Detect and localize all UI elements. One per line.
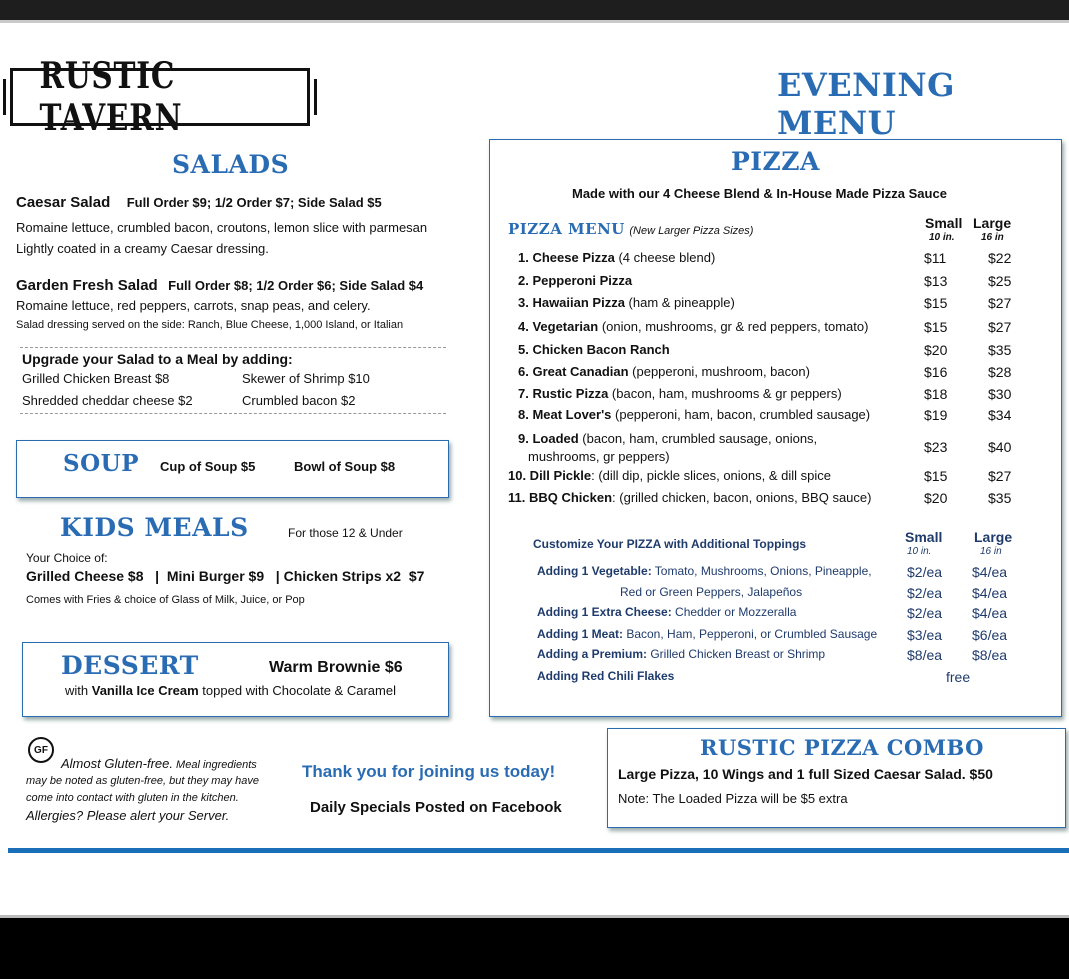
top-divider [0, 20, 1069, 23]
topping-row [537, 605, 796, 619]
caesar-desc1: Romaine lettuce, crumbled bacon, croutons, lemon slice with parmesan [16, 220, 428, 235]
pizza-item-desc: (4 cheese blend) [614, 250, 716, 265]
dessert-desc [65, 683, 396, 698]
kids-title: KIDS MEALS [60, 513, 249, 542]
caesar-name: Caesar Salad [16, 194, 111, 211]
topping-row [620, 585, 802, 599]
pizza-item-desc: (ham & pineapple) [624, 295, 735, 310]
gf-lead-line [61, 755, 257, 773]
dessert-with: with [65, 683, 92, 698]
topping-price-small: $2/ea [907, 564, 943, 580]
pizza-price-small: $19 [924, 407, 948, 423]
dessert-topping: topped with Chocolate & Caramel [198, 683, 396, 698]
garden-prices: Full Order $8; 1/2 Order $6; Side Salad $4 [168, 278, 424, 293]
pizza-large-size: 16 in [981, 232, 1004, 243]
pizza-item [518, 407, 870, 422]
pizza-price-small: $13 [924, 273, 948, 289]
customize-large-header: Large [974, 529, 1013, 545]
pizza-item-desc: (bacon, ham, mushrooms & gr peppers) [608, 386, 842, 401]
pizza-large-header: Large [973, 215, 1012, 231]
pizza-item-desc: : (grilled chicken, bacon, onions, BBQ sauce) [612, 490, 872, 505]
topping-row [537, 669, 674, 683]
pizza-item [518, 250, 715, 265]
pizza-item-name: 11. BBQ Chicken [508, 490, 613, 505]
combo-title: RUSTIC PIZZA COMBO [700, 735, 984, 760]
top-dark-bar [0, 0, 1069, 20]
salads-title: SALADS [172, 150, 290, 179]
topping-label: Adding Red Chili Flakes [537, 669, 675, 683]
pizza-price-small: $20 [924, 490, 948, 506]
thanks-line: Thank you for joining us today! [302, 762, 556, 781]
kids-items: Grilled Cheese $8 | Mini Burger $9 | Chicken Strips x2 $7 [26, 568, 425, 584]
kids-comes: Comes with Fries & choice of Glass of Milk, Juice, or Pop [26, 594, 305, 606]
topping-desc: Bacon, Ham, Pepperoni, or Crumbled Sausage [623, 627, 878, 641]
pizza-price-large: $34 [988, 407, 1012, 423]
pizza-item-name: 9. Loaded [518, 431, 579, 446]
facebook-line: Daily Specials Posted on Facebook [310, 799, 562, 816]
pizza-item-desc: (onion, mushrooms, gr & red peppers, tomato) [598, 319, 869, 334]
pizza-item [518, 364, 810, 379]
pizza-price-small: $15 [924, 295, 948, 311]
topping-label: Adding a Premium: [537, 647, 648, 661]
topping-desc: Chedder or Mozzeralla [671, 605, 797, 619]
pizza-title: PIZZA [731, 147, 820, 176]
topping-price-large: $4/ea [972, 605, 1008, 621]
pizza-subtitle: Made with our 4 Cheese Blend & In-House Made Pizza Sauce [572, 186, 947, 201]
garden-desc2: Salad dressing served on the side: Ranch, Blue Cheese, 1,000 Island, or Italian [16, 319, 404, 331]
dessert-icecream: Vanilla Ice Cream [91, 683, 199, 698]
kids-choice: Your Choice of: [26, 551, 108, 565]
topping-price-small: $2/ea [907, 585, 943, 601]
topping-desc: Tomato, Mushrooms, Onions, Pineapple, [651, 564, 872, 578]
gf-l4: Allergies? Please alert your Server. [26, 808, 230, 823]
gf-l1: Meal ingredients [173, 759, 257, 771]
topping-price-small: $8/ea [907, 647, 943, 663]
topping-label: Adding 1 Meat: [537, 627, 623, 641]
combo-desc: Large Pizza, 10 Wings and 1 full Sized Caesar Salad. $50 [618, 766, 993, 782]
topping-row [537, 627, 877, 641]
topping-price-small: free [946, 669, 971, 685]
garden-name: Garden Fresh Salad [16, 277, 158, 294]
pizza-price-large: $35 [988, 342, 1012, 358]
pizza-price-large: $27 [988, 319, 1012, 335]
dessert-item: Warm Brownie $6 [269, 659, 403, 676]
topping-row [537, 564, 872, 578]
pizza-price-large: $27 [988, 468, 1012, 484]
dessert-box [22, 642, 449, 717]
pizza-item-desc: (pepperoni, ham, bacon, crumbled sausage) [611, 407, 871, 422]
pizza-item [508, 490, 871, 505]
topping-desc: Grilled Chicken Breast or Shrimp [647, 647, 826, 661]
pizza-item [518, 319, 868, 334]
upgrade-item: Crumbled bacon $2 [242, 393, 356, 408]
pizza-item [518, 295, 735, 310]
pizza-price-small: $15 [924, 468, 948, 484]
pizza-item [518, 273, 632, 288]
soup-title: SOUP [63, 450, 139, 477]
upgrade-item: Skewer of Shrimp $10 [242, 371, 370, 386]
logo [10, 55, 310, 139]
garden-salad [16, 277, 423, 295]
topping-price-large: $6/ea [972, 627, 1008, 643]
bottom-dark-bar [0, 918, 1069, 979]
upgrade-item: Shredded cheddar cheese $2 [22, 393, 193, 408]
pizza-price-small: $15 [924, 319, 948, 335]
logo-text: RUSTIC TAVERN [39, 55, 183, 139]
pizza-item-name: 3. Hawaiian Pizza [518, 295, 625, 310]
pizza-price-large: $22 [988, 250, 1012, 266]
pizza-item-name: 1. Cheese Pizza [518, 250, 615, 265]
pizza-item-name: 8. Meat Lover's [518, 407, 612, 422]
pizza-item-desc: (bacon, ham, crumbled sausage, onions, [578, 431, 818, 446]
topping-price-small: $2/ea [907, 605, 943, 621]
bottom-blue-rule [8, 848, 1069, 853]
pizza-menu-title: PIZZA MENU [508, 220, 625, 238]
topping-price-small: $3/ea [907, 627, 943, 643]
pizza-menu-heading [508, 220, 753, 239]
pizza-price-small: $20 [924, 342, 948, 358]
combo-note: Note: The Loaded Pizza will be $5 extra [618, 791, 848, 806]
pizza-item-name: 4. Vegetarian [518, 319, 599, 334]
customize-small-size: 10 in. [907, 546, 932, 557]
caesar-salad [16, 194, 382, 212]
upgrade-title: Upgrade your Salad to a Meal by adding: [22, 351, 293, 367]
pizza-price-large: $27 [988, 295, 1012, 311]
topping-label: Adding 1 Vegetable: [537, 564, 652, 578]
soup-cup: Cup of Soup $5 [160, 459, 256, 474]
caesar-desc2: Lightly coated in a creamy Caesar dressing. [16, 241, 269, 256]
pizza-small-header: Small [925, 215, 963, 231]
gf-lead: Almost Gluten-free. [61, 756, 173, 771]
pizza-item-desc: : (dill dip, pickle slices, onions, & dill spice [591, 468, 831, 483]
pizza-price-large: $28 [988, 364, 1012, 380]
topping-label: Adding 1 Extra Cheese: [537, 605, 672, 619]
pizza-item-name: 5. Chicken Bacon Ranch [518, 342, 670, 357]
upgrade-top-divider [20, 347, 446, 348]
pizza-price-large: $35 [988, 490, 1012, 506]
topping-price-large: $4/ea [972, 585, 1008, 601]
customize-large-size: 16 in [980, 546, 1002, 557]
soup-box [16, 440, 449, 498]
pizza-price-large: $30 [988, 386, 1012, 402]
topping-desc: Red or Green Peppers, Jalapeños [620, 585, 803, 599]
pizza-price-small: $11 [924, 250, 947, 266]
pizza-item-desc: (pepperoni, mushroom, bacon) [628, 364, 810, 379]
dessert-title: DESSERT [61, 651, 199, 680]
topping-price-large: $4/ea [972, 564, 1008, 580]
pizza-price-small: $16 [924, 364, 948, 380]
pizza-price-large: $25 [988, 273, 1012, 289]
pizza-item [508, 468, 831, 483]
kids-note: For those 12 & Under [288, 526, 403, 540]
upgrade-item: Grilled Chicken Breast $8 [22, 371, 170, 386]
pizza-item-name: 7. Rustic Pizza [518, 386, 609, 401]
pizza-item-name: 10. Dill Pickle [508, 468, 592, 483]
customize-title: Customize Your PIZZA with Additional Toppings [533, 537, 807, 551]
pizza-menu-note: (New Larger Pizza Sizes) [629, 225, 754, 237]
gf-l2: may be noted as gluten-free, but they may have [26, 775, 259, 787]
upgrade-bottom-divider [20, 413, 446, 414]
customize-small-header: Small [905, 529, 943, 545]
pizza-item [518, 342, 670, 357]
soup-bowl: Bowl of Soup $8 [294, 459, 396, 474]
gf-l3: come into contact with gluten in the kitchen. [26, 792, 239, 804]
pizza-item [518, 386, 842, 401]
combo-box [607, 728, 1066, 828]
pizza-item-name: 6. Great Canadian [518, 364, 629, 379]
page-title: EVENING MENU [777, 66, 955, 142]
topping-row [537, 647, 825, 661]
pizza-small-size: 10 in. [929, 232, 955, 243]
pizza-item-name: 2. Pepperoni Pizza [518, 273, 633, 288]
pizza-price-small: $18 [924, 386, 948, 402]
pizza-price-small: $23 [924, 439, 948, 455]
gluten-free-icon: GF [28, 737, 54, 763]
pizza-item [518, 431, 817, 446]
topping-price-large: $8/ea [972, 647, 1008, 663]
garden-desc1: Romaine lettuce, red peppers, carrots, snap peas, and celery. [16, 298, 371, 313]
pizza-price-large: $40 [988, 439, 1012, 455]
caesar-prices: Full Order $9; 1/2 Order $7; Side Salad $5 [126, 195, 382, 210]
pizza-item-desc-cont: mushrooms, gr peppers) [528, 449, 670, 464]
